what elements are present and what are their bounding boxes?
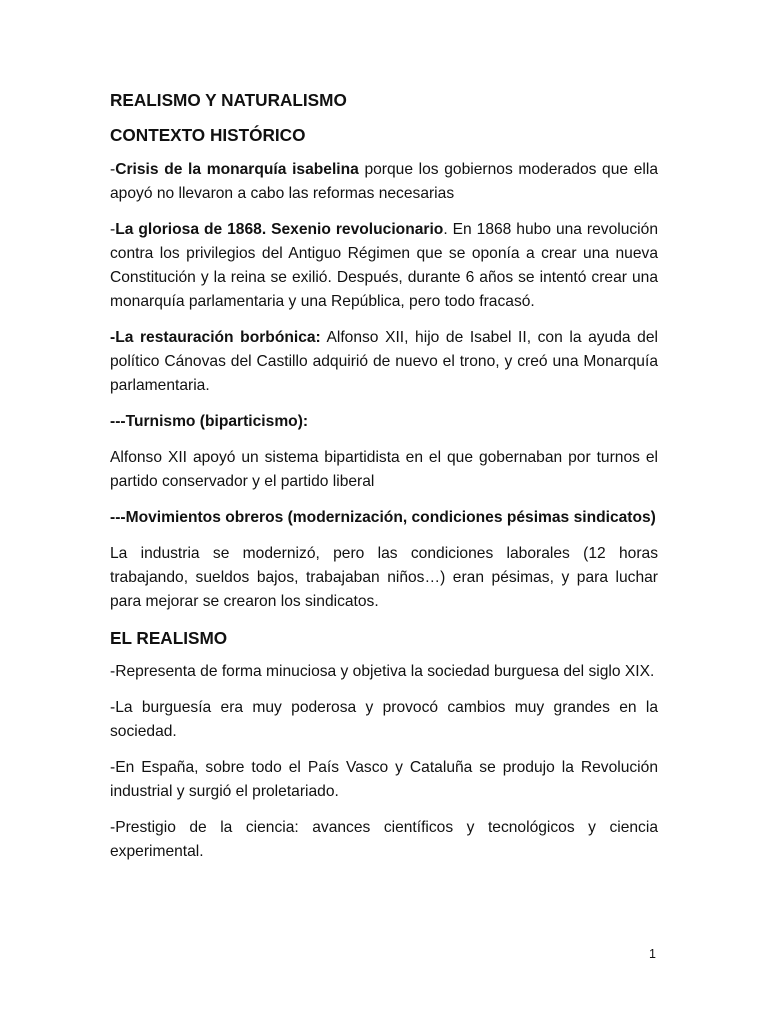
item-lead: -	[110, 161, 116, 178]
document-title: REALISMO Y NATURALISMO	[110, 90, 347, 110]
context-item-restauracion	[110, 326, 658, 398]
context-item-gloriosa	[110, 218, 658, 314]
context-heading: CONTEXTO HISTÓRICO	[110, 125, 306, 145]
realism-item: -Prestigio de la ciencia: avances científicos y tecnológicos y ciencia experimental.	[110, 819, 658, 860]
obreros-text: La industria se modernizó, pero las condiciones laborales (12 horas trabajando, sueldos bajos, trabajaban niños…) eran pésimas, y para luchar para mejorar se crearon los sindicatos.	[110, 545, 658, 610]
turnismo-heading: ---Turnismo (biparticismo):	[110, 413, 309, 430]
turnismo-text: Alfonso XII apoyó un sistema bipartidista en el que gobernaban por turnos el partido conservador y el partido liberal	[110, 449, 658, 490]
item-bold-title: Crisis de la monarquía isabelina	[115, 161, 359, 178]
context-item-crisis	[110, 158, 658, 206]
realism-heading: EL REALISMO	[110, 628, 228, 648]
realism-item: -La burguesía era muy poderosa y provocó cambios muy grandes en la sociedad.	[110, 699, 658, 740]
page-number: 1	[649, 947, 656, 961]
item-lead: -	[110, 221, 116, 238]
item-bold-title: -La restauración borbónica:	[110, 329, 321, 346]
item-text: porque los gobiernos moderados que ella apoyó no llevaron a cabo las reformas necesarias	[110, 161, 659, 202]
item-bold-title: La gloriosa de 1868. Sexenio revolucionario	[115, 221, 444, 238]
item-text: Alfonso XII, hijo de Isabel II, con la ayuda del político Cánovas del Castillo adquirió de nuevo el trono, y creó una Monarquía parlamentaria.	[110, 329, 658, 394]
item-text: . En 1868 hubo una revolución contra los privilegios del Antiguo Régimen que se oponía a crear una nueva Constitución y la reina se exilió. Después, durante 6 años se intentó crear una monarquía parlamentaria y una República, pero todo fracasó.	[110, 221, 658, 310]
obreros-heading: ---Movimientos obreros (modernización, condiciones pésimas sindicatos)	[110, 509, 656, 526]
realism-item: -En España, sobre todo el País Vasco y Cataluña se produjo la Revolución industrial y surgió el proletariado.	[110, 759, 658, 800]
realism-item: -Representa de forma minuciosa y objetiva la sociedad burguesa del siglo XIX.	[110, 663, 655, 680]
document-page	[110, 88, 658, 876]
